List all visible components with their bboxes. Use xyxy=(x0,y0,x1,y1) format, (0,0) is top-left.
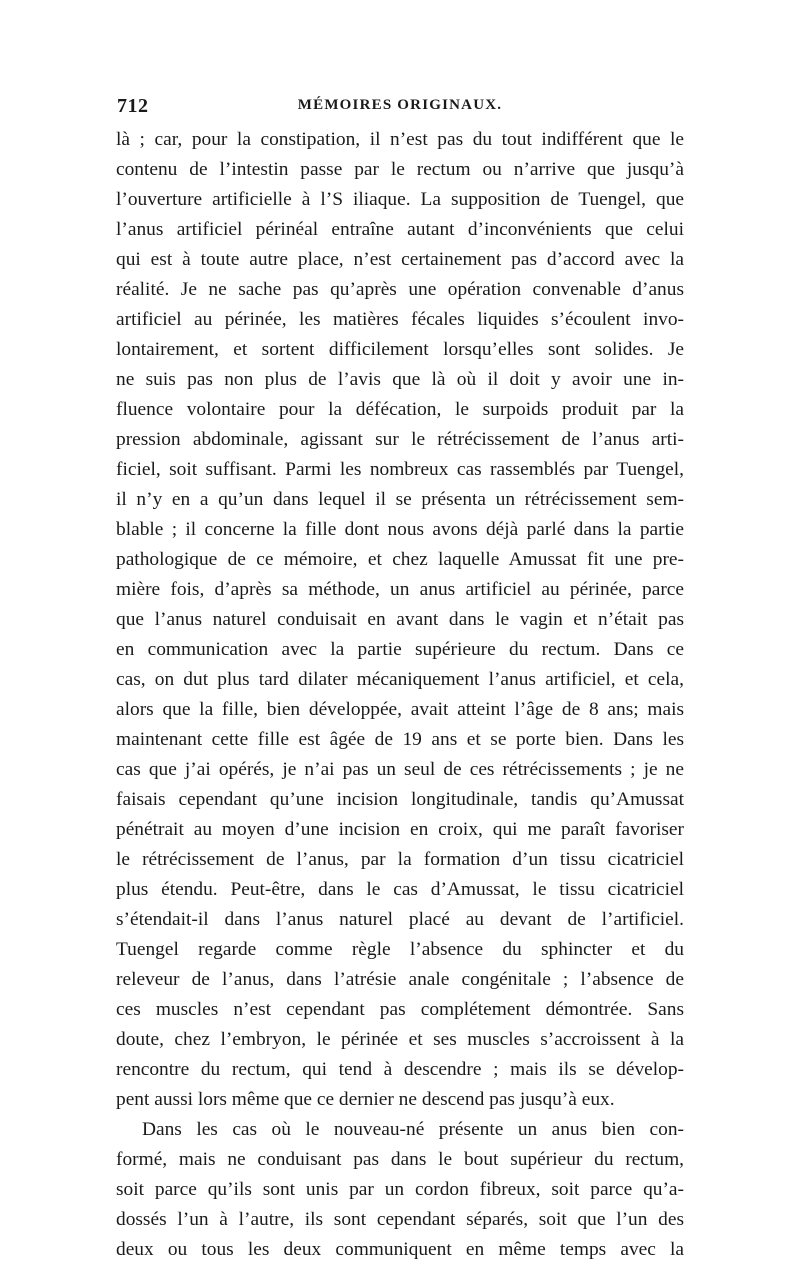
text-line: plus étendu. Peut-être, dans le cas d’Amussat, le tissu cicatriciel xyxy=(116,879,684,900)
text-line: releveur de l’anus, dans l’atrésie anale congénitale ; l’absence de xyxy=(116,969,684,990)
text-line: Tuengel regarde comme règle l’absence du sphincter et du xyxy=(116,939,684,960)
text-line: artificiel au périnée, les matières fécales liquides s’écoulent invo- xyxy=(116,309,684,330)
text-line: ne suis pas non plus de l’avis que là où il doit y avoir une in- xyxy=(116,369,684,390)
text-line: dossés l’un à l’autre, ils sont cependant séparés, soit que l’un des xyxy=(116,1209,684,1230)
text-line: en communication avec la partie supérieure du rectum. Dans ce xyxy=(116,639,684,660)
text-line: doute, chez l’embryon, le périnée et ses muscles s’accroissent à la xyxy=(116,1029,684,1050)
paragraph-end-line: pent aussi lors même que ce dernier ne descend pas jusqu’à eux. xyxy=(116,1089,615,1110)
text-line: qui est à toute autre place, n’est certainement pas d’accord avec la xyxy=(116,249,684,270)
text-line: soit parce qu’ils sont unis par un cordon fibreux, soit parce qu’a- xyxy=(116,1179,684,1200)
text-line: s’étendait-il dans l’anus naturel placé au devant de l’artificiel. xyxy=(116,909,684,930)
text-line: maintenant cette fille est âgée de 19 ans et se porte bien. Dans les xyxy=(116,729,684,750)
text-line: deux ou tous les deux communiquent en même temps avec la xyxy=(116,1239,684,1260)
text-line: fluence volontaire pour la défécation, le surpoids produit par la xyxy=(116,399,684,420)
text-line: pénétrait au moyen d’une incision en croix, qui me paraît favoriser xyxy=(116,819,684,840)
text-line: réalité. Je ne sache pas qu’après une opération convenable d’anus xyxy=(116,279,684,300)
text-line: pathologique de ce mémoire, et chez laquelle Amussat fit une pre- xyxy=(116,549,684,570)
page-number: 712 xyxy=(117,95,149,117)
running-head: MÉMOIRES ORIGINAUX. xyxy=(297,97,503,113)
text-line: l’ouverture artificielle à l’S iliaque. La supposition de Tuengel, que xyxy=(116,189,684,210)
text-line: ficiel, soit suffisant. Parmi les nombreux cas rassemblés par Tuengel, xyxy=(116,459,684,480)
text-line: mière fois, d’après sa méthode, un anus artificiel au périnée, parce xyxy=(116,579,684,600)
text-line: lontairement, et sortent difficilement lorsqu’elles sont solides. Je xyxy=(116,339,684,360)
text-line: que l’anus naturel conduisait en avant dans le vagin et n’était pas xyxy=(116,609,684,630)
text-line: il n’y en a qu’un dans lequel il se présenta un rétrécissement sem- xyxy=(116,489,684,510)
page-header xyxy=(117,95,683,121)
text-line: formé, mais ne conduisant pas dans le bout supérieur du rectum, xyxy=(116,1149,684,1170)
text-line: blable ; il concerne la fille dont nous avons déjà parlé dans la partie xyxy=(116,519,684,540)
text-line: ces muscles n’est cependant pas complétement démontrée. Sans xyxy=(116,999,684,1020)
text-line: rencontre du rectum, qui tend à descendre ; mais ils se dévelop- xyxy=(116,1059,684,1080)
text-line: alors que la fille, bien développée, avait atteint l’âge de 8 ans; mais xyxy=(116,699,684,720)
body-text xyxy=(116,125,684,1265)
paragraph-start-line: Dans les cas où le nouveau-né présente un anus bien con- xyxy=(142,1119,684,1140)
text-line: cas que j’ai opérés, je n’ai pas un seul de ces rétrécissements ; je ne xyxy=(116,759,684,780)
text-line: le rétrécissement de l’anus, par la formation d’un tissu cicatriciel xyxy=(116,849,684,870)
text-line: cas, on dut plus tard dilater mécaniquement l’anus artificiel, et cela, xyxy=(116,669,684,690)
text-line: faisais cependant qu’une incision longitudinale, tandis qu’Amussat xyxy=(116,789,684,810)
text-line: là ; car, pour la constipation, il n’est pas du tout indifférent que le xyxy=(116,129,684,150)
text-line: l’anus artificiel périnéal entraîne autant d’inconvénients que celui xyxy=(116,219,684,240)
text-line: contenu de l’intestin passe par le rectum ou n’arrive que jusqu’à xyxy=(116,159,684,180)
text-line: pression abdominale, agissant sur le rétrécissement de l’anus arti- xyxy=(116,429,684,450)
